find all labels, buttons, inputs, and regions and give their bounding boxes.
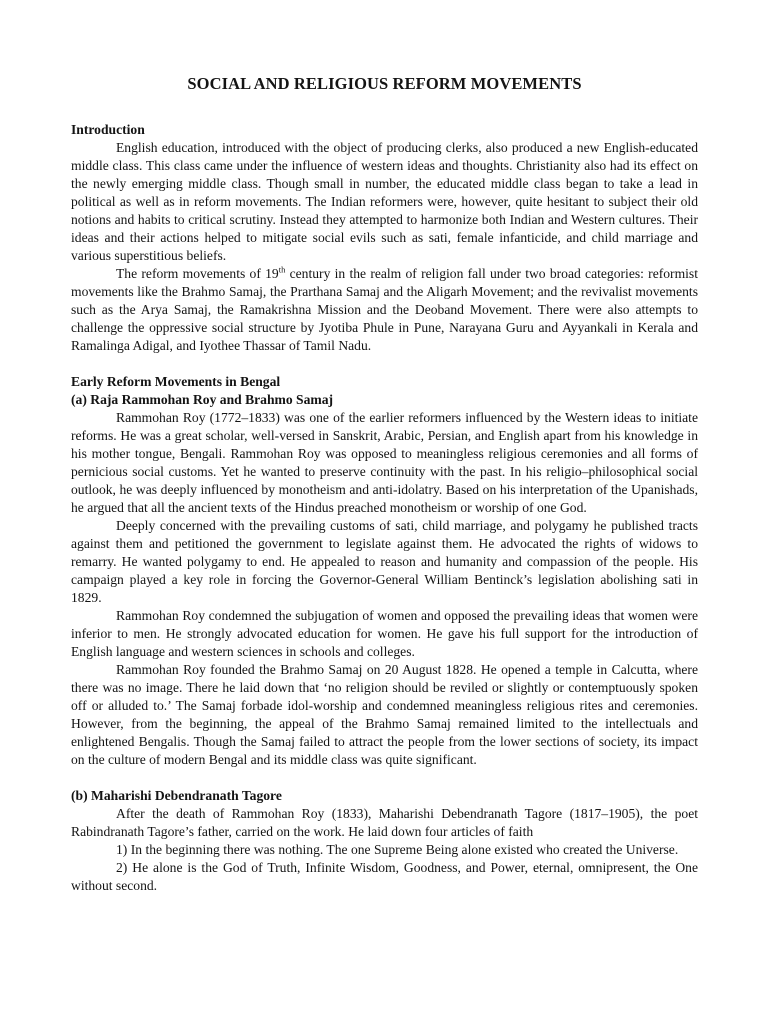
paragraph: 1) In the beginning there was nothing. The one Supreme Being alone existed who created the Universe. <box>116 842 679 857</box>
paragraph: English education, introduced with the object of producing clerks, also produced a new English-educated middle class. This class came under the influence of western ideas and thoughts. Christianity also had its effect on the newly emerging middle class. Though small in number, the educated middle class began to take a lead in political as well as in reform movements. The Indian reformers were, however, quite hesitant to subject their old notions and habits to critical scrutiny. Instead they attempted to harmonize both Indian and Western cultures. Their ideas and their actions helped to mitigate social evils such as sati, female infanticide, and child marriage and various superstitious beliefs. <box>71 140 698 263</box>
heading-introduction: Introduction <box>71 122 145 137</box>
paragraph: 2) He alone is the God of Truth, Infinite Wisdom, Goodness, and Power, eternal, omnipresent, the One without second. <box>71 860 698 893</box>
superscript: th <box>278 264 286 275</box>
subheading-debendranath-tagore: (b) Maharishi Debendranath Tagore <box>71 788 282 803</box>
section-bengal <box>71 373 698 769</box>
page-title: SOCIAL AND RELIGIOUS REFORM MOVEMENTS <box>187 74 582 93</box>
paragraph <box>71 265 698 355</box>
subheading-rammohan-roy: (a) Raja Rammohan Roy and Brahmo Samaj <box>71 392 334 407</box>
section-introduction <box>71 121 698 355</box>
paragraph: Deeply concerned with the prevailing customs of sati, child marriage, and polygamy he published tracts against them and petitioned the government to legislate against them. He advocated the rights of widows to remarry. He wanted polygamy to end. He appealed to reason and humanity and compassion of the people. His campaign played a key role in forcing the Governor-General William Bentinck’s legislation abolishing sati in 1829. <box>71 518 698 605</box>
heading-bengal: Early Reform Movements in Bengal <box>71 374 281 389</box>
paragraph: Rammohan Roy (1772–1833) was one of the earlier reformers influenced by the Western ideas to initiate reforms. He was a great scholar, well-versed in Sanskrit, Arabic, Persian, and English apart from his knowledge in his mother tongue, Bengali. Rammohan Roy was opposed to meaningless religious ceremonies and all forms of pernicious social customs. Yet he wanted to preserve continuity with the past. In his religio–philosophical social outlook, he was deeply influenced by monotheism and anti-idolatry. Based on his interpretation of the Upanishads, he argued that all the ancient texts of the Hindus preached monotheism or worship of one God. <box>71 410 698 515</box>
paragraph-text: The reform movements of 19 <box>116 266 279 281</box>
section-tagore <box>71 787 698 895</box>
paragraph: Rammohan Roy founded the Brahmo Samaj on 20 August 1828. He opened a temple in Calcutta, where there was no image. There he laid down that ‘no religion should be reviled or slightly or contemptuously spoken off or alluded to.’ The Samaj forbade idol-worship and condemned meaningless religious rites and ceremonies. However, from the beginning, the appeal of the Brahmo Samaj remained limited to the intellectuals and enlightened Bengalis. Though the Samaj failed to attract the people from the lower sections of society, its impact on the culture of modern Bengal and its middle class was quite significant. <box>71 662 698 767</box>
paragraph: Rammohan Roy condemned the subjugation of women and opposed the prevailing ideas that women were inferior to men. He strongly advocated education for women. He gave his full support for the introduction of English language and western sciences in schools and colleges. <box>71 608 698 659</box>
paragraph: After the death of Rammohan Roy (1833), Maharishi Debendranath Tagore (1817–1905), the poet Rabindranath Tagore’s father, carried on the work. He laid down four articles of faith <box>71 806 698 839</box>
paragraph-text: century in the realm of religion fall under two broad categories: reformist movements like the Brahmo Samaj, the Prarthana Samaj and the Aligarh Movement; and the revivalist movements such as the Arya Samaj, the Ramakrishna Mission and the Deoband Movement. There were also attempts to challenge the oppressive social structure by Jyotiba Phule in Pune, Narayana Guru and Ayyankali in Kerala and Ramalinga Adigal, and Iyothee Thassar of Tamil Nadu. <box>71 266 698 353</box>
